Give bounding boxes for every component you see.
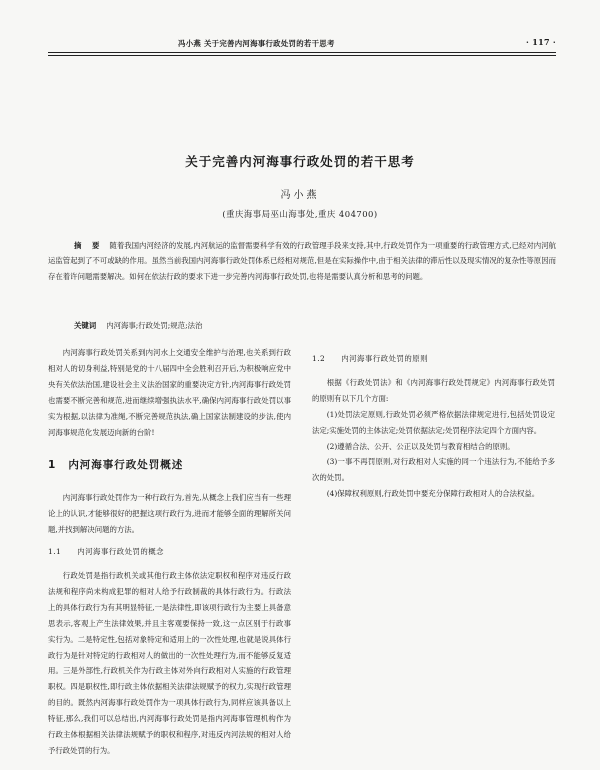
section-heading — [48, 458, 291, 474]
principle-item: (4)保障权利原则,行政处罚中要充分保障行政相对人的合法权益。 — [326, 489, 540, 499]
right-column — [312, 345, 555, 502]
definition-paragraph: 行政处罚是指行政机关或其他行政主体依法定职权和程序对违反行政法规和程序尚未构成犯罪的相对人给予行政制裁的具体行政行为。行政法上的具体行政行为有其明显特征,一是法律性,即该项行政行为主要上具备意思表示,客观上产生法律效果,并且主客观要保持一致,这一点区别于行政事实行为。二是特定性,包括对象特定和适用上的一次性处理,也就是说具体行政行为是针对特定的行政相对人的做出的一次性处理行为,而不能够反复适用。三是外部性,行政机关作为行政主体对外向行政相对人实施的行政管理职权。四是职权性,即行政主体依据相关法律法规赋予的权力,实现行政管理的目的。既然内河海事行政处罚作为一项具体行政行为,同样应该具备以上特征,那么,我们可以总结出,内河海事行政处罚是指内河海事管理机构作为行政主体根据相关法律法规赋予的职权和程序,对违反内河法规的相对人给予行政处罚的行为。 — [48, 570, 291, 755]
author-name: 冯小燕 — [280, 190, 320, 201]
header-rule-bottom — [48, 55, 556, 56]
section-number: 1 — [48, 459, 57, 472]
article-title: 关于完善内河海事行政处罚的若干思考 — [185, 154, 415, 169]
author-affiliation: (重庆海事局巫山海事处,重庆 404700) — [222, 209, 378, 219]
abstract-label: 摘 要 — [74, 241, 104, 250]
section-title: 内河海事行政处罚概述 — [68, 459, 184, 472]
page-number: · 117 · — [526, 37, 556, 47]
running-head-text: 冯小燕 关于完善内河海事行政处罚的若干思考 — [178, 39, 335, 48]
section-paragraph: 内河海事行政处罚作为一种行政行为,首先,从概念上我们应当有一些理论上的认识,才能够很好的把握这项行政行为,进而才能够全面的理解所关问题,并找到解决问题的方法。 — [48, 493, 291, 535]
abstract-text: 随着我国内河经济的发展,内河航运的监督需要科学有效的行政管理手段来支持,其中,行政处罚作为一项重要的行政管理方式,已经对内河航运监管起到了不可或缺的作用。虽然当前我国内河海事行政处罚体系已经相对规范,但是在实际操作中,由于相关法律的滞后性以及现实情况的复杂性等原因而存在着许问题需要解决。如何在依法行政的要求下进一步完善内河海事行政处罚,也将是需要认真分析和思考的问题。 — [48, 241, 557, 281]
keywords — [48, 318, 556, 333]
subsection-heading — [312, 351, 555, 367]
subsection-number: 1.1 — [48, 547, 62, 557]
subsection-number: 1.2 — [312, 354, 326, 363]
keywords-text: 内河海事;行政处罚;规范;法治 — [106, 321, 203, 330]
header-rule-top — [48, 52, 556, 53]
principles-intro: 根据《行政处罚法》和《内河海事行政处罚规定》内河海事行政处罚的原则有以下几个方面: — [312, 377, 555, 403]
principle-item: (3)一事不再罚原则,对行政相对人实施的同一个违法行为,不能给予多次的处罚。 — [312, 457, 555, 483]
principle-item: (1)处罚法定原则,行政处罚必须严格依据法律规定进行,包括处罚设定法定;实施处罚的主体法定;处罚依据法定;处罚程序法定四个方面内容。 — [312, 409, 555, 435]
principle-item: (2)遵循合法、公开、公正以及处罚与教育相结合的原则。 — [326, 441, 515, 451]
subsection-heading — [48, 544, 291, 560]
subsection-title: 内河海事行政处罚的原则 — [341, 354, 429, 363]
abstract — [48, 238, 556, 284]
intro-paragraph: 内河海事行政处罚关系到内河水上交通安全维护与治理,也关系到行政相对人的切身利益,特别是党的十八届四中全会胜利召开后,为积极响应党中央有关依法治国,建设社会主义法治国家的重要决定方针,内河海事行政处罚也需要不断完善和规范,进而继续增强执法水平,确保内河海事行政处罚以事实为根据,以法律为准绳,不断完善规范执法,确上国家法制建设的步法,使内河海事规范化发展迈向新的台阶! — [48, 348, 291, 437]
subsection-title: 内河海事行政处罚的概念 — [77, 547, 165, 557]
keywords-label: 关键词 — [74, 321, 97, 330]
left-column — [48, 345, 291, 759]
